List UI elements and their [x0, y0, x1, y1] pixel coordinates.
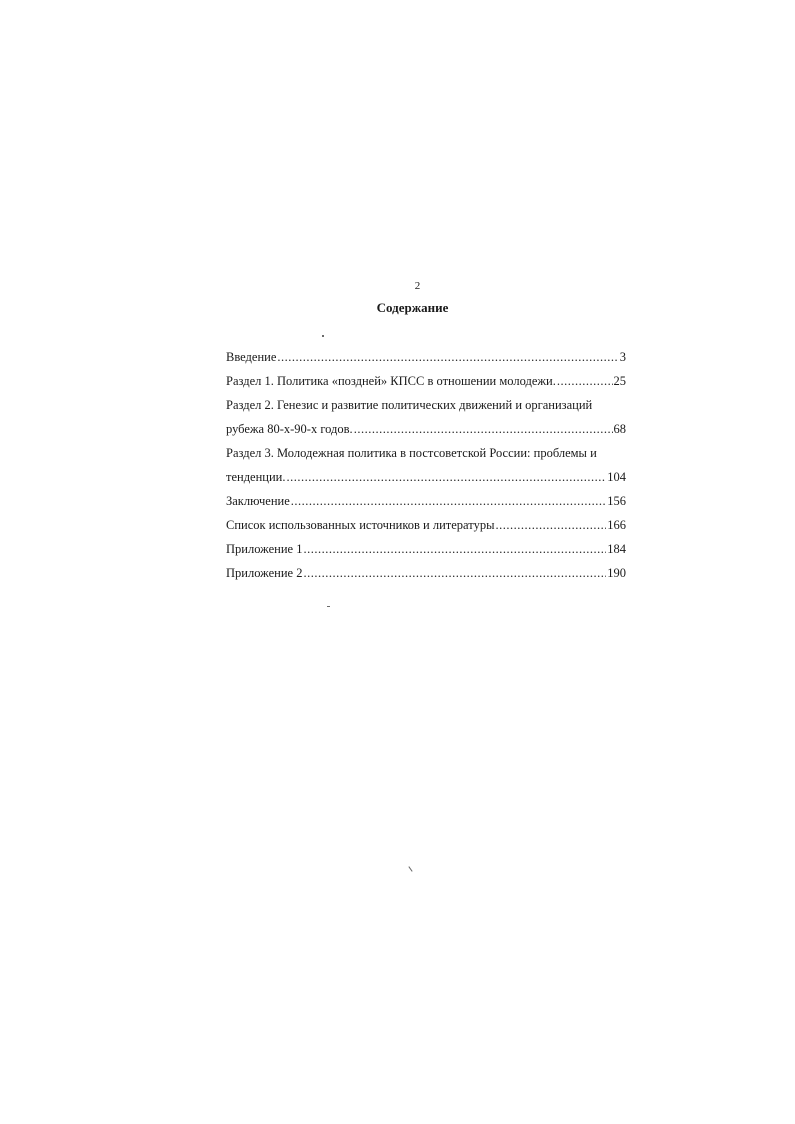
toc-entry-title: Приложение 2	[226, 566, 303, 580]
page-number: 2	[414, 280, 421, 292]
toc-entry-section-2-line-2	[226, 417, 626, 441]
toc-entry-title: Раздел 1. Политика «поздней» КПСС в отношении молодежи.	[226, 374, 556, 388]
toc-leader-dots	[495, 513, 606, 537]
toc-entry-title-continued: тенденции.	[226, 470, 286, 484]
toc-entry-section-3-line-1	[226, 441, 626, 465]
toc-leader-dots	[303, 537, 606, 561]
toc-entry-page: 190	[607, 566, 626, 580]
toc-leader-dots	[303, 561, 606, 585]
toc-entry-section-1	[226, 369, 626, 393]
toc-leader-dots	[354, 417, 613, 441]
toc-entry-page: 25	[613, 374, 626, 388]
toc-entry-page: 68	[613, 422, 626, 436]
toc-entry-title: Раздел 3. Молодежная политика в постсоветской России: проблемы и	[226, 446, 597, 460]
toc-entry-page: 184	[607, 542, 626, 556]
toc-entry-page: 156	[607, 494, 626, 508]
toc-leader-dots	[277, 345, 618, 369]
toc-entry-title: Раздел 2. Генезис и развитие политических движений и организаций	[226, 398, 593, 412]
toc-leader-dots	[557, 369, 613, 393]
toc-entry-title: Приложение 1	[226, 542, 303, 556]
toc-entry-appendix-2	[226, 561, 626, 585]
table-of-contents	[226, 345, 626, 585]
toc-entry-title-continued: рубежа 80-х-90-х годов.	[226, 422, 353, 436]
toc-entry-section-3-line-2	[226, 465, 626, 489]
toc-leader-dots	[287, 465, 607, 489]
scan-speck	[322, 335, 324, 337]
toc-entry-appendix-1	[226, 537, 626, 561]
toc-entry-title: Заключение	[226, 494, 290, 508]
toc-entry-page: 3	[619, 350, 626, 364]
scan-speck	[327, 606, 330, 607]
toc-entry-title: Введение	[226, 350, 277, 364]
toc-entry-section-2-line-1	[226, 393, 626, 417]
toc-entry-introduction	[226, 345, 626, 369]
toc-entry-title: Список использованных источников и литературы	[226, 518, 495, 532]
toc-entry-page: 166	[607, 518, 626, 532]
toc-entry-references	[226, 513, 626, 537]
scan-speck	[408, 866, 412, 871]
page-title: Содержание	[376, 300, 449, 315]
toc-leader-dots	[291, 489, 607, 513]
toc-entry-page: 104	[607, 470, 626, 484]
toc-entry-conclusion	[226, 489, 626, 513]
